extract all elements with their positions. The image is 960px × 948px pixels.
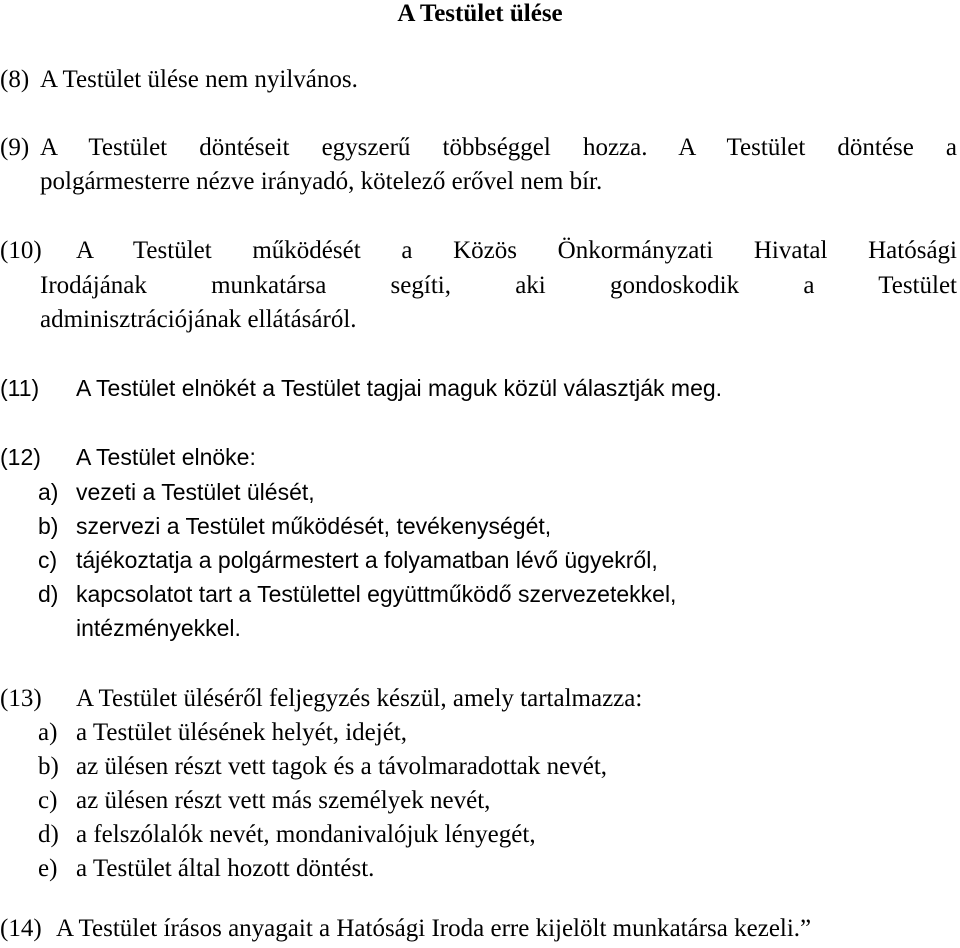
list-text: az ülésen részt vett tagok és a távolmaradottak nevét, [76,753,608,780]
paragraph-text-line: A Testület működését a Közös Önkormányzati Hivatal Hatósági [76,237,957,264]
paragraph-text: A Testület ülése nem nyilvános. [40,66,358,93]
paragraph-number: (11) [0,375,40,401]
list-letter: e) [38,855,58,882]
list-text: kapcsolatot tart a Testülettel együttműködő szervezetekkel, [76,581,677,607]
paragraph-number: (9) [0,134,30,161]
list-letter: d) [38,581,59,607]
list-letter: b) [38,753,59,780]
paragraph-text: A Testület elnökét a Testület tagjai maguk közül választják meg. [76,375,723,401]
list-text: a Testület ülésének helyét, idejét, [76,719,408,746]
paragraph-text-line: adminisztrációjának ellátásáról. [40,306,357,333]
list-letter: d) [38,821,59,848]
section-title: A Testület ülése [397,0,563,27]
paragraph-number: (14) [0,915,42,942]
list-text: a felszólalók nevét, mondanivalójuk lényegét, [76,821,536,848]
list-text: az ülésen részt vett más személyek nevét, [76,787,491,814]
list-text: szervezi a Testület működését, tevékenységét, [76,513,552,539]
list-text: a Testület által hozott döntést. [76,855,375,882]
paragraph-text: A Testület elnöke: [76,444,256,470]
paragraph-number: (10) [0,237,42,264]
list-text: intézményekkel. [76,615,241,641]
paragraph-number: (13) [0,685,42,712]
paragraph-text: A Testület üléséről feljegyzés készül, amely tartalmazza: [76,685,643,712]
paragraph-number: (12) [0,444,41,470]
paragraph-text: A Testület írásos anyagait a Hatósági Iroda erre kijelölt munkatársa kezeli.” [56,915,812,942]
list-text: tájékoztatja a polgármestert a folyamatban lévő ügyekről, [76,547,658,573]
list-letter: a) [38,719,58,746]
paragraph-number: (8) [0,66,30,93]
paragraph-text-line: polgármesterre nézve irányadó, kötelező erővel nem bír. [40,168,603,195]
list-letter: b) [38,513,59,539]
list-letter: a) [38,479,59,505]
list-text: vezeti a Testület ülését, [76,479,315,505]
list-letter: c) [38,547,58,573]
list-letter: c) [38,787,58,814]
paragraph-text-line: Irodájának munkatársa segíti, aki gondoskodik a Testület [40,272,957,299]
paragraph-text-line: A Testület döntéseit egyszerű többséggel hozza. A Testület döntése a [40,134,957,161]
